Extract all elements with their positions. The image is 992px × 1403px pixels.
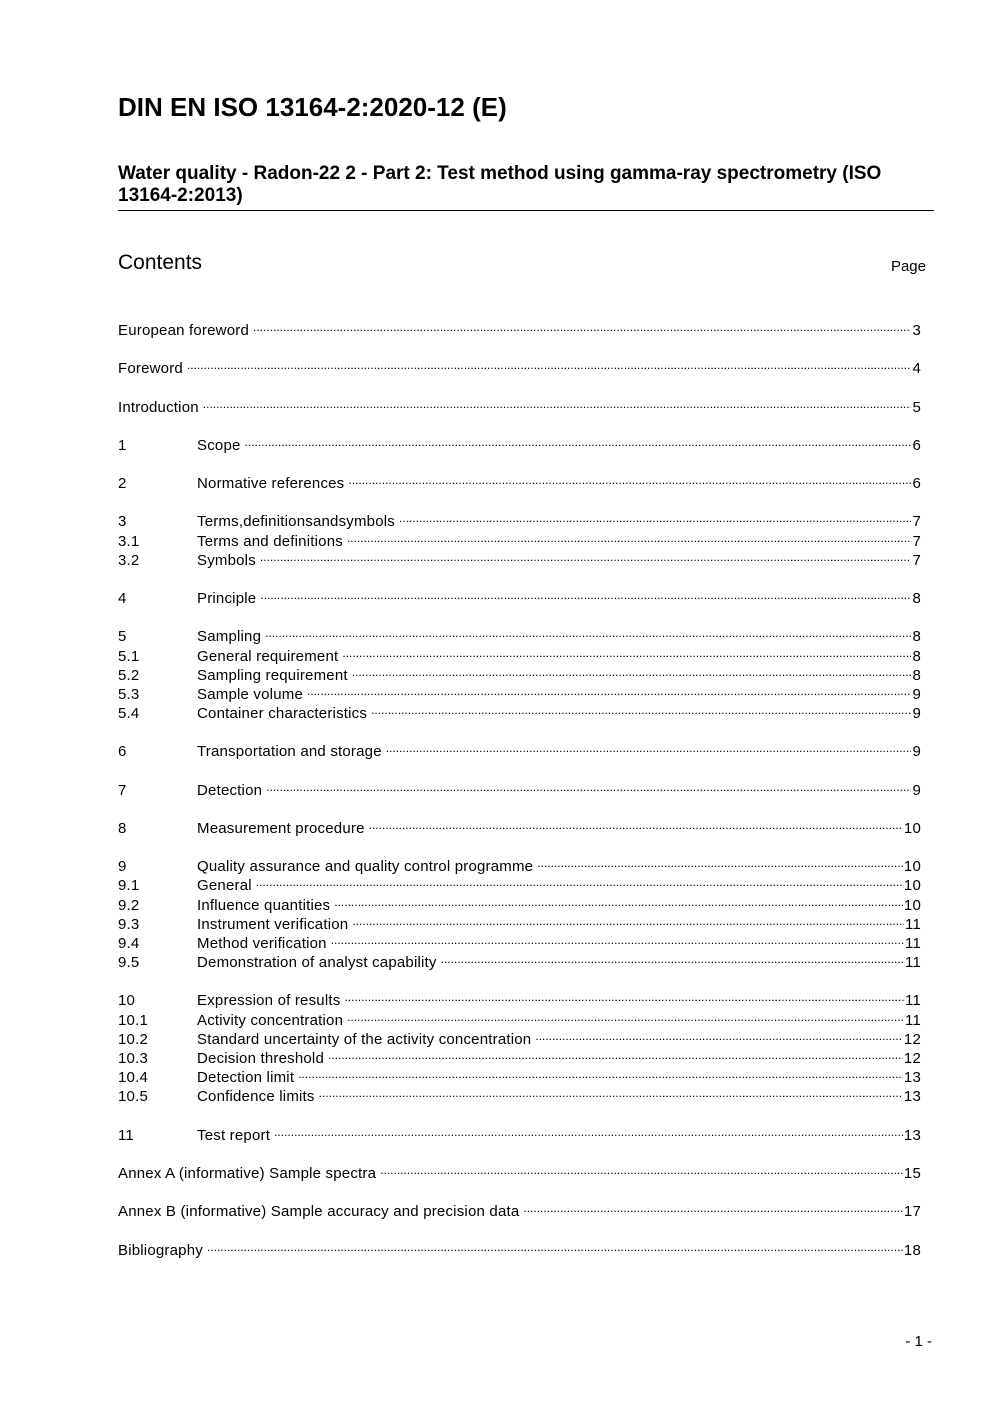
toc-entry[interactable] [118, 890, 921, 914]
toc-entry-page: 9 [912, 743, 921, 760]
toc-entry-number: 9.5 [118, 954, 140, 971]
toc-dot-leader [266, 775, 911, 795]
toc-dot-leader [187, 353, 911, 373]
toc-dot-leader [207, 1235, 903, 1255]
toc-entry[interactable] [118, 775, 921, 799]
toc-entry-number: 3.2 [118, 552, 140, 569]
toc-entry[interactable] [118, 641, 921, 665]
toc-entry-page: 5 [912, 399, 921, 416]
toc-entry-number: 1 [118, 437, 127, 454]
toc-entry-page: 13 [903, 1069, 921, 1086]
toc-entry[interactable] [118, 1120, 921, 1144]
toc-entry-page: 8 [912, 648, 921, 665]
toc-dot-leader [352, 660, 912, 680]
toc-entry[interactable] [118, 736, 921, 760]
toc-entry-page: 11 [905, 935, 921, 952]
toc-entry-page: 15 [903, 1165, 921, 1182]
toc-entry[interactable] [118, 813, 921, 837]
toc-entry[interactable] [118, 526, 921, 550]
toc-entry-page: 6 [912, 475, 921, 492]
toc-dot-leader [347, 526, 912, 546]
toc-dot-leader [298, 1062, 903, 1082]
toc-entry[interactable] [118, 392, 921, 416]
toc-entry[interactable] [118, 1005, 921, 1029]
toc-entry-page: 17 [903, 1203, 921, 1220]
toc-entry-number: 5.1 [118, 648, 140, 665]
toc-entry-page: 12 [903, 1031, 921, 1048]
toc-entry-number: 6 [118, 743, 127, 760]
toc-entry-number: 10.3 [118, 1050, 148, 1067]
toc-entry[interactable] [118, 870, 921, 894]
toc-dot-leader [347, 1005, 904, 1025]
toc-entry[interactable] [118, 1081, 921, 1105]
toc-entry-number: 3 [118, 513, 127, 530]
toc-entry-title: Sampling [197, 628, 262, 645]
toc-entry-title: Transportation and storage [197, 743, 382, 760]
toc-entry-title: Measurement procedure [197, 820, 365, 837]
toc-entry-page: 8 [912, 628, 921, 645]
toc-entry-title: Symbols [197, 552, 256, 569]
toc-entry-title: Detection limit [197, 1069, 295, 1086]
toc-entry-number: 10.5 [118, 1088, 148, 1105]
toc-entry[interactable] [118, 1196, 921, 1220]
toc-entry[interactable] [118, 1235, 921, 1259]
toc-entry-title: Normative references [197, 475, 345, 492]
document-subtitle: Water quality - Radon-22 2 - Part 2: Test method using gamma-ray spectrometry (ISO 13164-2:2013) [118, 163, 882, 206]
toc-dot-leader [328, 1043, 903, 1063]
page-number: - 1 - [905, 1333, 932, 1350]
toc-entry[interactable] [118, 621, 921, 645]
toc-entry-title: European foreword [118, 322, 249, 339]
toc-dot-leader [265, 621, 911, 641]
toc-entry-title: Terms and definitions [197, 533, 343, 550]
toc-entry-number: 9 [118, 858, 127, 875]
toc-entry-page: 11 [905, 916, 921, 933]
toc-dot-leader [260, 545, 912, 565]
toc-dot-leader [256, 870, 903, 890]
toc-entry-title: Sampling requirement [197, 667, 348, 684]
toc-dot-leader [274, 1120, 903, 1140]
toc-entry-page: 10 [903, 858, 921, 875]
toc-dot-leader [371, 698, 911, 718]
toc-dot-leader [334, 890, 903, 910]
toc-entry-title: Test report [197, 1127, 271, 1144]
toc-entry-title: Activity concentration [197, 1012, 344, 1029]
toc-entry[interactable] [118, 1062, 921, 1086]
toc-entry-title: Sample volume [197, 686, 303, 703]
toc-entry-number: 3.1 [118, 533, 140, 550]
toc-entry-title: Annex A (informative) Sample spectra [118, 1165, 377, 1182]
toc-entry-title: Expression of results [197, 992, 341, 1009]
toc-dot-leader [535, 1024, 903, 1044]
toc-dot-leader [537, 851, 903, 871]
toc-dot-leader [523, 1196, 903, 1216]
toc-dot-leader [260, 583, 911, 603]
toc-dot-leader [399, 506, 911, 526]
toc-entry-title: Detection [197, 782, 263, 799]
toc-entry-number: 9.3 [118, 916, 140, 933]
toc-dot-leader [441, 947, 904, 967]
toc-dot-leader [331, 928, 904, 948]
toc-entry[interactable] [118, 430, 921, 454]
toc-entry-number: 9.1 [118, 877, 140, 894]
toc-entry-page: 11 [905, 992, 921, 1009]
toc-entry-page: 8 [912, 667, 921, 684]
toc-entry-page: 7 [912, 552, 921, 569]
toc-entry-title: Scope [197, 437, 241, 454]
toc-entry-number: 10.4 [118, 1069, 148, 1086]
toc-entry-number: 2 [118, 475, 127, 492]
toc-entry-number: 7 [118, 782, 127, 799]
toc-entry-number: 5 [118, 628, 127, 645]
toc-dot-leader [386, 736, 912, 756]
toc-entry-number: 5.4 [118, 705, 140, 722]
toc-entry-title: General requirement [197, 648, 339, 665]
toc-entry-number: 10.2 [118, 1031, 148, 1048]
toc-dot-leader [342, 641, 911, 661]
toc-entry[interactable] [118, 985, 921, 1009]
toc-dot-leader [203, 392, 912, 412]
toc-entry[interactable] [118, 909, 921, 933]
toc-entry[interactable] [118, 679, 921, 703]
toc-entry-page: 11 [905, 954, 921, 971]
toc-entry-title: Confidence limits [197, 1088, 315, 1105]
toc-entry-number: 8 [118, 820, 127, 837]
toc-entry-page: 9 [912, 782, 921, 799]
toc-entry-title: Influence quantities [197, 897, 331, 914]
toc-entry-page: 18 [903, 1242, 921, 1259]
toc-entry[interactable] [118, 468, 921, 492]
toc-entry-title: Method verification [197, 935, 327, 952]
toc-entry-title: Introduction [118, 399, 199, 416]
toc-entry-number: 9.2 [118, 897, 140, 914]
toc-entry[interactable] [118, 353, 921, 377]
toc-entry-number: 10.1 [118, 1012, 148, 1029]
toc-entry[interactable] [118, 851, 921, 875]
toc-entry[interactable] [118, 315, 921, 339]
toc-entry-title: Container characteristics [197, 705, 368, 722]
toc-dot-leader [319, 1081, 903, 1101]
toc-entry-title: Foreword [118, 360, 183, 377]
toc-dot-leader [245, 430, 912, 450]
toc-entry[interactable] [118, 1024, 921, 1048]
toc-entry-title: Decision threshold [197, 1050, 324, 1067]
toc-entry-title: Bibliography [118, 1242, 203, 1259]
toc-entry-number: 5.2 [118, 667, 140, 684]
page-column-label: Page [890, 258, 926, 275]
toc-entry-number: 9.4 [118, 935, 140, 952]
toc-dot-leader [348, 468, 911, 488]
toc-entry-page: 9 [912, 686, 921, 703]
toc-entry[interactable] [118, 1043, 921, 1067]
toc-dot-leader [344, 985, 904, 1005]
toc-entry-page: 13 [903, 1127, 921, 1144]
toc-entry[interactable] [118, 928, 921, 952]
toc-entry-page: 8 [912, 590, 921, 607]
toc-entry[interactable] [118, 698, 921, 722]
toc-entry-number: 11 [118, 1127, 134, 1144]
title-rule [118, 210, 934, 211]
toc-entry[interactable] [118, 506, 921, 530]
contents-heading: Contents [118, 251, 203, 274]
toc-entry-page: 4 [912, 360, 921, 377]
toc-entry-number: 4 [118, 590, 127, 607]
toc-entry-page: 9 [912, 705, 921, 722]
toc-entry[interactable] [118, 947, 921, 971]
toc-entry-title: General [197, 877, 252, 894]
toc-entry-page: 3 [912, 322, 921, 339]
toc-entry-title: Instrument verification [197, 916, 349, 933]
toc-entry-title: Annex B (informative) Sample accuracy and precision data [118, 1203, 520, 1220]
toc-dot-leader [352, 909, 904, 929]
toc-dot-leader [253, 315, 911, 335]
toc-entry-page: 7 [912, 513, 921, 530]
toc-entry-title: Principle [197, 590, 257, 607]
toc-dot-leader [369, 813, 903, 833]
document-title: DIN EN ISO 13164-2:2020-12 (E) [118, 92, 507, 122]
toc-entry-page: 11 [905, 1012, 921, 1029]
toc-entry-number: 5.3 [118, 686, 140, 703]
toc-entry-page: 12 [903, 1050, 921, 1067]
toc-entry-number: 10 [118, 992, 136, 1009]
toc-dot-leader [307, 679, 911, 699]
toc-entry-page: 13 [903, 1088, 921, 1105]
toc-dot-leader [380, 1158, 903, 1178]
toc-entry-page: 10 [903, 877, 921, 894]
toc-entry-title: Quality assurance and quality control programme [197, 858, 534, 875]
toc-entry-page: 10 [903, 897, 921, 914]
toc-entry-title: Standard uncertainty of the activity concentration [197, 1031, 532, 1048]
toc-entry-page: 6 [912, 437, 921, 454]
toc-entry[interactable] [118, 1158, 921, 1182]
toc-entry-title: Terms,definitionsandsymbols [197, 513, 395, 530]
toc-entry[interactable] [118, 660, 921, 684]
toc-entry-page: 7 [912, 533, 921, 550]
toc-entry[interactable] [118, 545, 921, 569]
toc-entry-title: Demonstration of analyst capability [197, 954, 437, 971]
toc-entry-page: 10 [903, 820, 921, 837]
toc-entry[interactable] [118, 583, 921, 607]
